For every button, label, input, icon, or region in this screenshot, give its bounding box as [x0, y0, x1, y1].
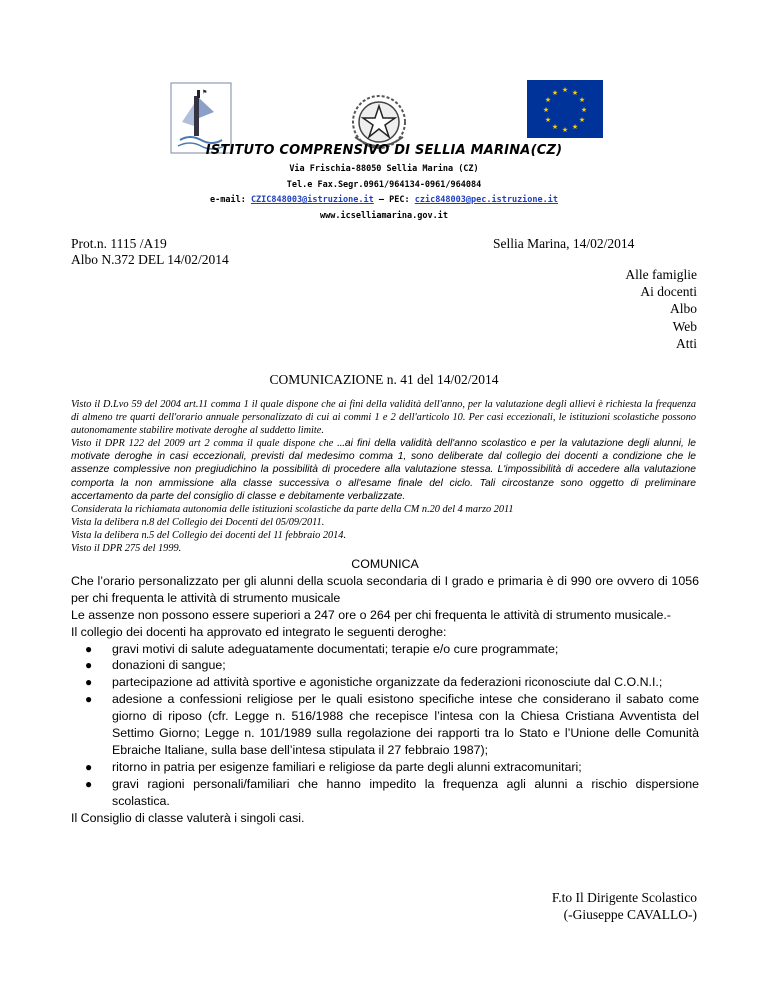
bullet-icon: ●	[85, 692, 93, 707]
list-item	[71, 641, 699, 658]
body-section	[71, 556, 699, 827]
svg-text:★: ★	[542, 106, 550, 114]
svg-text:★: ★	[580, 106, 588, 114]
bullet-icon: ●	[85, 641, 93, 656]
svg-text:★: ★	[578, 96, 586, 104]
email-link[interactable]: CZIC848003@istruzione.it	[250, 195, 374, 205]
premise-paragraph: Visto il DPR 275 del 1999.	[71, 543, 182, 555]
premise-paragraph: Visto il D.Lvo 59 del 2004 art.11 comma 1 il quale dispone che ai fini della validità dell'anno, per la valutazione degli allievi è richiesta la frequenza di almeno tre quarti dell'orario annuale personalizzato di cui ai commi 1 e 2 dell'articolo 10. Per casi eccezionali, le istituzioni scolastiche possono autonomamente stabilire motivate deroghe al suddetto limite.	[71, 399, 696, 437]
school-address: Via Frischia-88050 Sellia Marina (CZ)	[289, 164, 479, 174]
signature-name: (-Giuseppe CAVALLO-)	[563, 907, 697, 922]
svg-text:★: ★	[571, 89, 579, 97]
albo-number: Albo N.372 DEL 14/02/2014	[71, 252, 229, 267]
signature-block	[552, 889, 697, 923]
premise-quote: ai fini della validità dell'anno scolastico e per la valutazione degli alunni, le motivate deroghe in casi eccezionali, previsti dal medesimo comma 1, sono deliberate dal collegio dei docenti a condizione che le assenze complessive non pregiudichino la possibilità di procedere alla valutazione stessa. L'impossibilità di accedere alla valutazione comporta la non ammissione alla classe successiva o all'esame finale del ciclo. Tali circostanze sono oggetto di preliminare accertamento da parte del consiglio di classe e debitamente verbalizzate.	[71, 438, 696, 502]
derogations-list	[71, 641, 699, 810]
recipient: Web	[672, 318, 697, 334]
recipient: Alle famiglie	[625, 267, 697, 282]
premise-paragraph	[71, 437, 696, 502]
premise-paragraph: Vista la delibera n.5 del Collegio dei docenti del 11 febbraio 2014.	[71, 529, 347, 541]
svg-text:★: ★	[544, 116, 552, 124]
list-item-text: gravi ragioni personali/familiari che hanno impedito la frequenza agli alunni a rischio dispersione scolastica.	[112, 776, 699, 808]
body-paragraph: Che l’orario personalizzato per gli alunni della scuola secondaria di I grado e primaria è di 990 ore ovvero di 1056 per chi frequenta le attività di strumento musicale	[71, 573, 699, 605]
svg-text:★: ★	[561, 126, 569, 134]
bullet-icon: ●	[85, 658, 93, 673]
svg-text:★: ★	[544, 96, 552, 104]
premise-paragraph: Considerata la richiamata autonomia delle istituzioni scolastiche da parte della CM n.20 del 4 marzo 2011	[71, 503, 514, 515]
premise-paragraph: Vista la delibera n.8 del Collegio dei Docenti del 05/09/2011.	[71, 516, 325, 528]
list-item-text: adesione a confessioni religiose per le quali esistono specifiche intese che considerano il sabato come giorno di riposo (cfr. Legge n. 516/1988 che recepisce l’intesa con la Chiesa Cristiana Avventista del Settimo Giorno; Legge n. 101/1989 sulla regolazione dei rapporti tra lo Stato e l’Unione delle Comunità Ebraiche Italiane, sulla base dell’intesa stipulata il 27 febbraio 1987);	[112, 692, 699, 757]
svg-text:★: ★	[551, 123, 559, 131]
svg-text:★: ★	[561, 86, 569, 94]
recipient: Ai docenti	[640, 284, 697, 300]
list-item-text: donazioni di sangue;	[112, 658, 226, 673]
protocol-number: Prot.n. 1115 /A19	[71, 236, 167, 251]
list-item-text: ritorno in patria per esigenze familiari e religiose da parte degli alunni extracomunitari;	[112, 759, 582, 774]
body-paragraph: Le assenze non possono essere superiori a 247 ore o 264 per chi frequenta le attività di strumento musicale.-	[71, 607, 671, 622]
bullet-icon: ●	[85, 759, 93, 774]
closing-paragraph: Il Consiglio di classe valuterà i singoli casi.	[71, 810, 305, 825]
recipient: Albo	[670, 301, 697, 317]
place-date: Sellia Marina, 14/02/2014	[493, 236, 635, 251]
signature-role: F.to Il Dirigente Scolastico	[551, 890, 697, 905]
list-item	[71, 776, 699, 810]
body-paragraph: Il collegio dei docenti ha approvato ed integrato le seguenti deroghe:	[71, 624, 447, 639]
premise-section	[71, 398, 696, 555]
svg-text:★: ★	[571, 123, 579, 131]
bullet-icon: ●	[85, 675, 93, 690]
recipient: Atti	[675, 335, 697, 351]
email-label: e-mail:	[209, 195, 251, 205]
list-item-text: partecipazione ad attività sportive e agonistiche organizzate da federazioni riconosciute dal C.O.N.I.;	[112, 675, 663, 690]
bullet-icon: ●	[85, 776, 93, 791]
list-item	[71, 657, 699, 674]
svg-text:★: ★	[551, 89, 559, 97]
school-phone: Tel.e Fax.Segr.0961/964134-0961/964084	[286, 180, 482, 190]
list-item	[71, 691, 699, 759]
communication-title: COMUNICAZIONE n. 41 del 14/02/2014	[269, 372, 499, 387]
list-item	[71, 759, 699, 776]
pec-link[interactable]: czic848003@pec.istruzione.it	[414, 195, 559, 205]
list-item-text: gravi motivi di salute adeguatamente documentati; terapie e/o cure programmate;	[112, 641, 559, 656]
school-name: ISTITUTO COMPRENSIVO DI SELLIA MARINA(CZ)	[205, 143, 563, 158]
pec-label: – PEC:	[373, 195, 415, 205]
list-item	[71, 674, 699, 691]
svg-text:⚑: ⚑	[202, 89, 208, 96]
school-website: www.icselliamarina.gov.it	[320, 211, 448, 221]
recipients-list	[625, 266, 697, 352]
svg-text:★: ★	[578, 116, 586, 124]
school-email-line	[0, 195, 768, 205]
comunica-heading: COMUNICA	[351, 557, 419, 571]
premise-lead: Visto il DPR 122 del 2009 art 2 comma il quale dispone che ...	[71, 438, 345, 450]
eu-flag-icon	[527, 80, 603, 138]
